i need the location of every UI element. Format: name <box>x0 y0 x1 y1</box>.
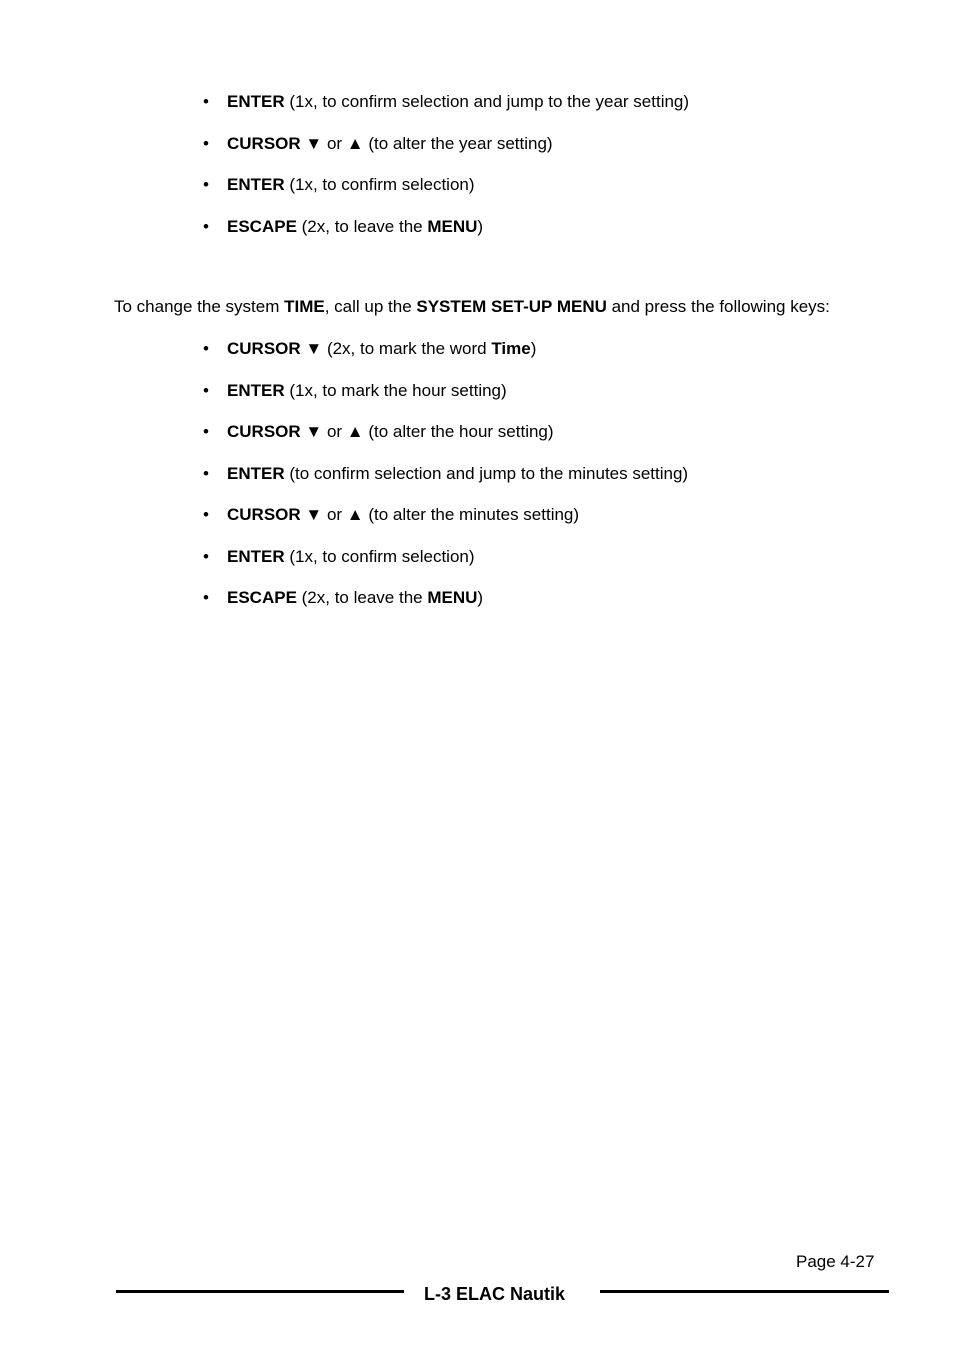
bold-term: ENTER <box>227 380 285 400</box>
bold-term: MENU <box>427 216 478 236</box>
text-run: ) <box>477 588 484 607</box>
bold-term: ENTER <box>227 463 285 483</box>
list-item-text <box>227 588 483 608</box>
bold-term: ▲ <box>346 505 364 524</box>
text-run: ) <box>530 339 537 358</box>
text-run: or <box>322 505 347 524</box>
text-run: (2x, to leave the <box>296 216 428 236</box>
bold-term: ESCAPE <box>227 588 297 607</box>
bullet-icon: • <box>203 92 209 111</box>
footer-rule-right <box>600 1290 889 1293</box>
bullet-icon: • <box>203 339 209 358</box>
list-item-text <box>227 92 689 112</box>
bullet-icon: • <box>203 588 209 607</box>
text-run: (1x, to confirm selection) <box>284 175 475 194</box>
bold-term: CURSOR ▼ <box>227 505 323 524</box>
bold-term: SYSTEM SET-UP MENU <box>416 297 607 316</box>
footer-brand: L-3 ELAC Nautik <box>424 1284 566 1304</box>
text-run: (1x, to confirm selection) <box>284 546 475 566</box>
text-run: (to confirm selection and jump to the minutes setting) <box>284 463 689 483</box>
bold-term: ENTER <box>227 175 285 194</box>
bold-term: ▲ <box>346 422 364 441</box>
bold-term: ENTER <box>227 546 285 566</box>
time-instruction-paragraph <box>114 297 830 317</box>
bold-term: MENU <box>427 588 478 607</box>
bullet-icon: • <box>203 546 209 566</box>
list-item-text <box>227 505 579 525</box>
bullet-icon: • <box>203 216 209 236</box>
bold-term: ESCAPE <box>227 216 297 236</box>
bullet-icon: • <box>203 133 209 153</box>
list-item-text <box>227 175 475 195</box>
list-item-text <box>227 339 536 359</box>
list-item-text <box>227 217 483 237</box>
bold-term: ENTER <box>227 92 285 111</box>
bullet-icon: • <box>203 380 209 400</box>
text-run: (1x, to mark the hour setting) <box>284 380 507 400</box>
footer-rule-left <box>116 1290 404 1293</box>
text-run: (to alter the minutes setting) <box>363 505 580 524</box>
list-item-text <box>227 464 688 484</box>
bold-term: Time <box>491 339 531 358</box>
text-run: or <box>322 422 347 441</box>
bold-term: ▲ <box>346 133 364 153</box>
bold-term: CURSOR ▼ <box>227 422 323 441</box>
page-number: Page 4-27 <box>796 1252 875 1271</box>
bold-term: CURSOR ▼ <box>227 339 323 358</box>
text-run: (to alter the year setting) <box>363 133 553 153</box>
text-run: (to alter the hour setting) <box>363 422 554 441</box>
bold-term: CURSOR ▼ <box>227 133 323 153</box>
list-item-text <box>227 381 507 401</box>
list-item-text <box>227 422 554 442</box>
text-run: To change the system <box>114 297 285 316</box>
text-run: (1x, to confirm selection and jump to the year setting) <box>284 92 690 111</box>
bullet-icon: • <box>203 463 209 483</box>
list-item-text <box>227 134 553 154</box>
text-run: (2x, to mark the word <box>322 339 492 358</box>
text-run: (2x, to leave the <box>296 588 428 607</box>
text-run: or <box>322 133 347 153</box>
bullet-icon: • <box>203 175 209 194</box>
text-run: ) <box>477 216 484 236</box>
bullet-icon: • <box>203 505 209 524</box>
bold-term: TIME <box>284 297 325 316</box>
bullet-icon: • <box>203 422 209 441</box>
text-run: and press the following keys: <box>606 297 830 316</box>
list-item-text <box>227 547 475 567</box>
text-run: , call up the <box>324 297 417 316</box>
